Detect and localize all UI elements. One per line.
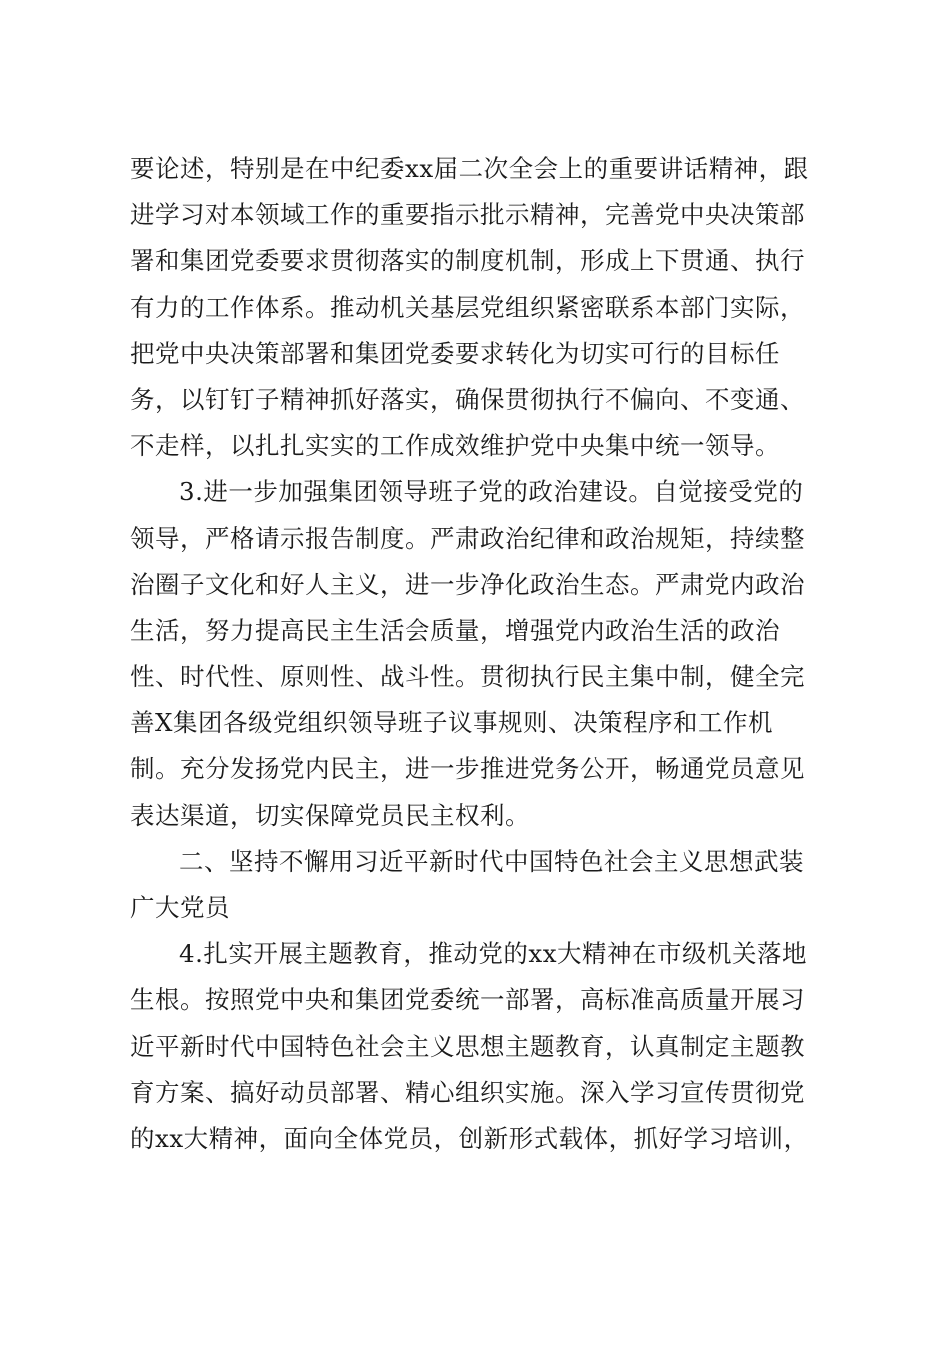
document-body — [130, 146, 840, 1162]
text-line: 近平新时代中国特色社会主义思想主题教育，认真制定主题教 — [130, 1031, 805, 1061]
paragraph-start-line: 3.进一步加强集团领导班子党的政治建设。自觉接受党的 — [179, 477, 804, 507]
text-line: 务，以钉钉子精神抓好落实，确保贯彻执行不偏向、不变通、 — [130, 384, 805, 414]
text-line: 表达渠道，切实保障党员民主权利。 — [130, 800, 530, 830]
text-line: 的xx大精神，面向全体党员，创新形式载体，抓好学习培训， — [130, 1123, 809, 1153]
text-line: 治圈子文化和好人主义，进一步净化政治生态。严肃党内政治 — [130, 569, 805, 599]
text-line: 有力的工作体系。推动机关基层党组织紧密联系本部门实际， — [130, 292, 805, 322]
text-line: 善X集团各级党组织领导班子议事规则、决策程序和工作机 — [130, 708, 773, 738]
text-line: 性、时代性、原则性、战斗性。贯彻执行民主集中制，健全完 — [130, 662, 805, 692]
text-line: 进学习对本领域工作的重要指示批示精神，完善党中央决策部 — [130, 200, 805, 230]
section-heading-line: 二、坚持不懈用习近平新时代中国特色社会主义思想武装 — [179, 846, 804, 876]
text-line: 署和集团党委要求贯彻落实的制度机制，形成上下贯通、执行 — [130, 246, 805, 276]
text-line: 生根。按照党中央和集团党委统一部署，高标准高质量开展习 — [130, 985, 805, 1015]
section-heading-line: 广大党员 — [130, 893, 230, 922]
text-line: 制。充分发扬党内民主，进一步推进党务公开，畅通党员意见 — [130, 754, 805, 784]
paragraph-start-line: 4.扎实开展主题教育，推动党的xx大精神在市级机关落地 — [179, 939, 808, 969]
text-line: 要论述，特别是在中纪委xx届二次全会上的重要讲话精神，跟 — [130, 154, 809, 183]
text-line: 生活，努力提高民主生活会质量，增强党内政治生活的政治 — [130, 615, 780, 645]
text-line: 把党中央决策部署和集团党委要求转化为切实可行的目标任 — [130, 338, 780, 368]
text-line: 不走样，以扎扎实实的工作成效维护党中央集中统一领导。 — [130, 431, 780, 461]
text-line: 领导，严格请示报告制度。严肃政治纪律和政治规矩，持续整 — [130, 523, 805, 553]
text-line: 育方案、搞好动员部署、精心组织实施。深入学习宣传贯彻党 — [130, 1077, 805, 1107]
